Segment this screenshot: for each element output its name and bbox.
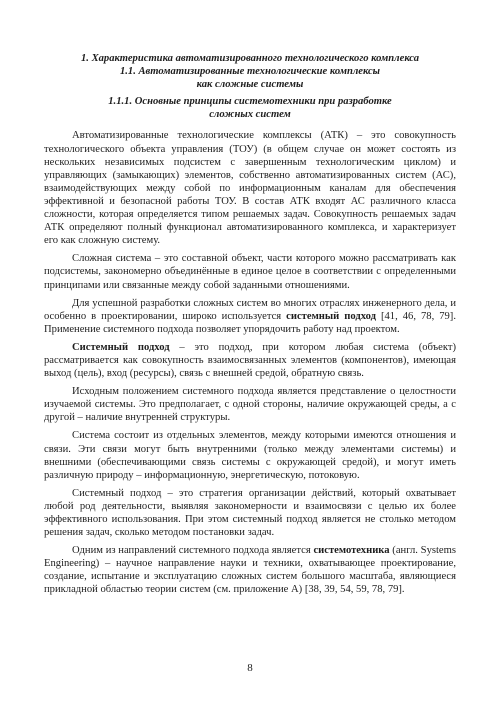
paragraph: Система состоит из отдельных элементов, между которыми имеются отношения и связи. Эти связи могут быть внутренними (только между элементами системы) и внешними (обеспечивающими связь системы с окружающей средой), и могут иметь различную природу – информационную, энергетическую, потоковую. [44,430,456,481]
section-heading-cont: как сложные системы [196,79,304,91]
section-heading: 1.1. Автоматизированные технологические комплексы [119,66,381,78]
term-bold: системный подход [286,310,376,322]
paragraph: Сложная система – это составной объект, части которого можно рассматривать как подсистемы, закономерно объединённые в единое целое в соответствии с определенными принципами или связанные между собой заданными отношениями. [44,253,456,291]
subsection-heading: 1.1.1. Основные принципы системотехники при разработке [108,96,392,108]
paragraph: Автоматизированные технологические комплексы (АТК) – это совокупность технологического объекта управления (ТОУ) (в общем случае он может состоять из нескольких независимых подсистем с завершенным технологическим циклом) и управляющих (замыкающих) элементов, собственно автоматизированных систем (АС), взаимодействующих между собой по информационным каналам для обеспечения эффективной и безопасной работы ТОУ. В состав АТК входят АС различного класса сложности, которая определяется типом решаемых задач. Совокупность решаемых задач АТК определяют полный функционал автоматизированного комплекса, и характеризует его как сложную систему. [44,130,456,247]
paragraph: Системный подход – это стратегия организации действий, который охватывает любой род деятельности, выявляя закономерности и взаимосвязи с целью их более эффективного использования. При этом системный подход является не столько методом решения задач, сколько методом постановки задач. [44,487,456,539]
paragraph: Для успешной разработки сложных систем во многих отраслях инженерного дела, и особенно в проектировании, широко используется системный подход [41, 46, 78, 79]. Применение системного подхода позволяет упорядочить работу над проектом. [44,297,456,335]
paragraph: Исходным положением системного подхода является представление о целостности изучаемой системы. Это предполагает, с одной стороны, наличие окружающей среды, а с другой – наличие внутренней структуры. [44,386,456,424]
paragraph: Системный подход – это подход, при котором любая система (объект) рассматривается как совокупность взаимосвязанных элементов (компонентов), имеющая выход (цель), вход (ресурсы), связь с внешней средой, обратную связь. [44,341,457,380]
chapter-heading: 1. Характеристика автоматизированного технологического комплекса [80,53,420,64]
subsection-heading-cont: сложных систем [209,109,291,121]
term-bold: системотехника [313,545,390,557]
term-bold: Системный подход [72,341,170,353]
paragraph: Одним из направлений системного подхода является системотехника (англ. Systems Engineering) – научное направление науки и техники, охватывающее проектирование, создание, испытание и эксплуатацию сложных систем большого масштаба, являющиеся прикладной областью теории систем (см. приложение А) [38, 39, 54, 59, 78, 79]. [44,545,456,596]
page-number: 8 [247,662,253,674]
